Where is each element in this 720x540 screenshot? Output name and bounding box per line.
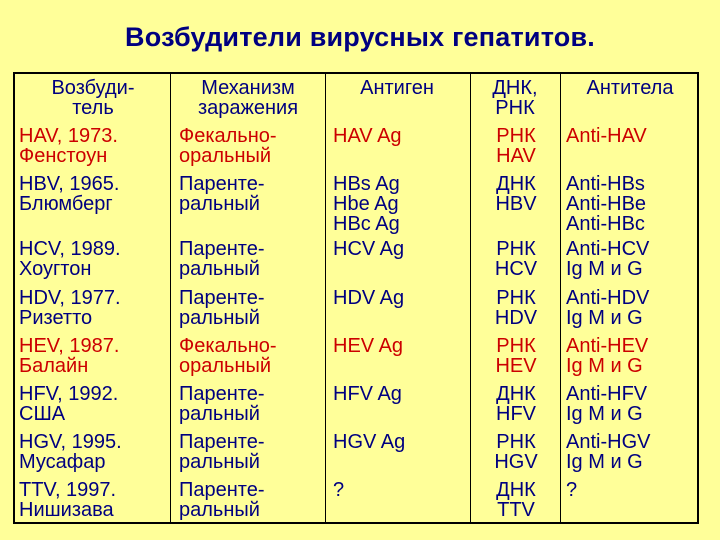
table-cell-dna: РНК: [496, 287, 536, 309]
table-cell-agent: Блюмберг: [19, 193, 113, 215]
table-cell-antibodies: Anti-HCV: [566, 238, 650, 260]
table-cell-antibodies: ?: [566, 479, 578, 501]
table-cell-mechanism: ральный: [179, 258, 260, 280]
table-cell-dna: TTV: [497, 499, 535, 521]
table-cell-antigen: HBs Ag: [333, 173, 400, 195]
table-cell-dna: HGV: [494, 451, 538, 473]
table-cell-antibodies: Anti-HAV: [566, 125, 647, 147]
table-cell-agent: TTV, 1997.: [19, 479, 117, 501]
table-cell-antigen: HFV Ag: [333, 383, 402, 405]
table-cell-agent: Хоугтон: [19, 258, 92, 280]
table-cell-mechanism: ральный: [179, 451, 260, 473]
table-cell-agent: HBV, 1965.: [19, 173, 120, 195]
table-cell-antigen: Hbe Ag: [333, 193, 399, 215]
table-cell-dna: РНК: [496, 335, 536, 357]
table-cell-mechanism: Паренте-: [179, 479, 265, 501]
table-cell-antigen: HBc Ag: [333, 213, 400, 235]
table-cell-agent: Балайн: [19, 355, 89, 377]
column-header-dna: ДНК,: [492, 77, 538, 99]
table-cell-mechanism: Фекально-: [179, 125, 277, 147]
table-cell-dna: HFV: [496, 403, 536, 425]
table-cell-agent: HAV, 1973.: [19, 125, 118, 147]
column-divider: [470, 74, 471, 522]
table-cell-antibodies: Ig M и G: [566, 355, 643, 377]
column-divider: [325, 74, 326, 522]
table-cell-antibodies: Anti-HBe: [566, 193, 647, 215]
table-cell-dna: HCV: [494, 258, 538, 280]
table-cell-mechanism: Паренте-: [179, 431, 265, 453]
table-cell-dna: HAV: [496, 145, 536, 167]
table-cell-dna: РНК: [496, 238, 536, 260]
column-header-antigen: Антиген: [360, 77, 434, 99]
column-header-mechanism: Механизм: [201, 77, 295, 99]
table-cell-agent: HDV, 1977.: [19, 287, 121, 309]
table-cell-mechanism: ральный: [179, 499, 260, 521]
table-cell-antigen: HGV Ag: [333, 431, 406, 453]
table-cell-antibodies: Anti-HBs: [566, 173, 645, 195]
table-cell-antibodies: Ig M и G: [566, 403, 643, 425]
table-cell-antibodies: Ig M и G: [566, 451, 643, 473]
page-title: Возбудители вирусных гепатитов.: [125, 22, 595, 52]
column-header-antibodies: Антитела: [586, 77, 674, 99]
table-cell-antibodies: Anti-HGV: [566, 431, 651, 453]
table-cell-dna: HBV: [495, 193, 537, 215]
table-cell-agent: HEV, 1987.: [19, 335, 120, 357]
table-cell-antigen: ?: [333, 479, 345, 501]
table-cell-agent: Мусафар: [19, 451, 106, 473]
column-divider: [170, 74, 171, 522]
table-cell-mechanism: Паренте-: [179, 173, 265, 195]
table-cell-mechanism: Паренте-: [179, 238, 265, 260]
table-cell-mechanism: ральный: [179, 307, 260, 329]
column-divider: [560, 74, 561, 522]
table-cell-mechanism: оральный: [179, 145, 272, 167]
table-cell-antibodies: Anti-HEV: [566, 335, 649, 357]
table-cell-dna: ДНК: [496, 383, 536, 405]
table-cell-antigen: HDV Ag: [333, 287, 405, 309]
table-cell-antibodies: Anti-HDV: [566, 287, 650, 309]
table-cell-agent: HGV, 1995.: [19, 431, 122, 453]
table-cell-antibodies: Anti-HBc: [566, 213, 645, 235]
table-cell-agent: Фенстоун: [19, 145, 108, 167]
table-cell-mechanism: ральный: [179, 403, 260, 425]
table-cell-dna: ДНК: [496, 173, 536, 195]
table-cell-agent: Нишизава: [19, 499, 114, 521]
column-header-agent: тель: [72, 97, 114, 119]
table-cell-antigen: HAV Ag: [333, 125, 402, 147]
table-cell-mechanism: Фекально-: [179, 335, 277, 357]
column-header-dna: РНК: [495, 97, 535, 119]
column-header-agent: Возбуди-: [51, 77, 135, 99]
table-cell-mechanism: Паренте-: [179, 383, 265, 405]
table-cell-dna: РНК: [496, 125, 536, 147]
table-cell-agent: HFV, 1992.: [19, 383, 119, 405]
table-cell-dna: HEV: [495, 355, 537, 377]
table-cell-dna: HDV: [494, 307, 538, 329]
table-cell-dna: РНК: [496, 431, 536, 453]
table-cell-antibodies: Ig M и G: [566, 307, 643, 329]
table-cell-agent: HCV, 1989.: [19, 238, 121, 260]
table-cell-mechanism: ральный: [179, 193, 260, 215]
table-cell-mechanism: Паренте-: [179, 287, 265, 309]
table-cell-antigen: HCV Ag: [333, 238, 405, 260]
table-cell-antibodies: Anti-HFV: [566, 383, 648, 405]
column-header-mechanism: заражения: [197, 97, 299, 119]
table-cell-agent: Ризетто: [19, 307, 93, 329]
table-cell-antigen: HEV Ag: [333, 335, 404, 357]
table-cell-antibodies: Ig M и G: [566, 258, 643, 280]
table-cell-agent: США: [19, 403, 66, 425]
table-cell-dna: ДНК: [496, 479, 536, 501]
table-cell-mechanism: оральный: [179, 355, 272, 377]
